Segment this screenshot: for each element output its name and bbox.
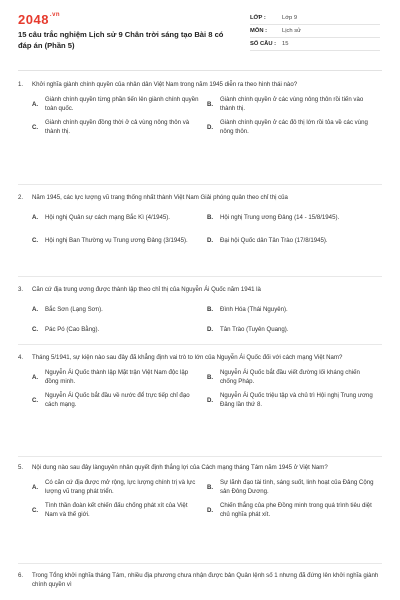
option-letter: D. (207, 325, 214, 333)
option-letter: C. (32, 236, 39, 244)
option-text: Giành chính quyền ở các vùng nông thôn rồi tiến vào thành thị. (220, 96, 364, 112)
option-b[interactable] (207, 478, 382, 496)
option-letter: B. (207, 213, 214, 221)
question-number: 4. (18, 354, 24, 361)
option-d[interactable] (207, 501, 382, 519)
meta-row-count (250, 38, 380, 51)
page-title: 15 câu trắc nghiệm Lịch sử 9 Chân trời sáng tạo Bài 8 có đáp án (Phần 5) (18, 30, 224, 50)
option-text: Hội nghị Quân sự cách mạng Bắc Kì (4/1945). (45, 213, 171, 221)
logo-main: 2048 (18, 12, 49, 27)
header-divider (18, 70, 382, 71)
option-letter: D. (207, 236, 214, 244)
option-letter: B. (207, 100, 214, 108)
option-text: Pác Pó (Cao Bằng). (45, 325, 100, 333)
option-text: Đình Hóa (Thái Nguyên). (220, 305, 288, 313)
option-a[interactable] (32, 368, 207, 386)
meta-value: Lịch sử (282, 28, 302, 34)
option-c[interactable] (32, 231, 207, 249)
option-text: Hội nghị Trung ương Đảng (14 - 15/8/1945). (220, 213, 340, 221)
question-divider (18, 184, 382, 185)
option-text: Chiến thắng của phe Đồng minh trong quá trình tiêu diệt chủ nghĩa phát xít. (220, 502, 372, 518)
question-1 (18, 80, 382, 136)
meta-value: Lớp 9 (282, 15, 298, 21)
option-b[interactable] (207, 208, 382, 226)
option-a[interactable] (32, 208, 207, 226)
meta-table (250, 12, 380, 51)
option-letter: D. (207, 506, 214, 514)
question-divider (18, 563, 382, 564)
option-c[interactable] (32, 501, 207, 519)
options-grid (32, 208, 382, 249)
question-divider (18, 456, 382, 457)
site-logo[interactable] (18, 12, 60, 27)
option-letter: B. (207, 483, 214, 491)
option-text: Đại hội Quốc dân Tân Trào (17/8/1945). (220, 236, 328, 244)
option-letter: C. (32, 396, 39, 404)
question-text: Căn cứ địa trung ương được thành lập theo chỉ thị của Nguyễn Ái Quốc năm 1941 là (32, 286, 261, 293)
question-number: 5. (18, 464, 24, 471)
question-3 (18, 285, 382, 334)
option-text: Nguyễn Ái Quốc thành lập Mặt trận Việt Nam độc lập đồng minh. (45, 369, 189, 385)
option-text: Nguyễn Ái Quốc bắt đầu viết đường lối kháng chiến chống Pháp. (220, 369, 360, 385)
question-6 (18, 571, 382, 589)
option-letter: D. (207, 123, 214, 131)
options-grid (32, 368, 382, 409)
option-c[interactable] (32, 118, 207, 136)
question-text: Khởi nghĩa giành chính quyền của nhân dân Việt Nam trong năm 1945 diễn ra theo hình thái nào? (32, 81, 298, 88)
meta-key: MÔN : (250, 28, 268, 34)
option-text: Sự lãnh đạo tài tình, sáng suốt, linh hoạt của Đảng Cộng sản Đông Dương. (220, 479, 374, 495)
option-letter: C. (32, 123, 39, 131)
meta-value: 15 (282, 41, 289, 47)
option-text: Nguyễn Ái Quốc bắt đầu về nước để trực tiếp chỉ đạo cách mạng. (45, 392, 190, 408)
option-d[interactable] (207, 231, 382, 249)
option-text: Giành chính quyền từng phần tiến lên giành chính quyền toàn quốc. (45, 96, 199, 112)
option-b[interactable] (207, 304, 382, 314)
option-a[interactable] (32, 95, 207, 113)
option-b[interactable] (207, 368, 382, 386)
option-text: Tình thần đoàn kết chiến đấu chống phát xít của Việt Nam và thế giới. (45, 502, 188, 518)
logo-suffix: .vn (49, 12, 61, 18)
option-d[interactable] (207, 118, 382, 136)
meta-key: SỐ CÂU : (250, 41, 277, 47)
question-4 (18, 353, 382, 409)
question-5 (18, 463, 382, 519)
question-divider (18, 276, 382, 277)
question-text: Tháng 5/1941, sự kiện nào sau đây đã khẳng định vai trò to lớn của Nguyễn Ái Quốc đối với cách mạng Việt Nam? (32, 354, 343, 361)
options-grid (32, 478, 382, 519)
meta-row-subject (250, 25, 380, 38)
option-letter: C. (32, 325, 39, 333)
question-text: Trong Tổng khởi nghĩa tháng Tám, nhiều địa phương chưa nhận được bản Quân lệnh số 1 nhưng đã đứng lên khởi nghĩa giành chính quyền vì (32, 572, 379, 588)
option-letter: B. (207, 373, 214, 381)
option-a[interactable] (32, 304, 207, 314)
option-letter: D. (207, 396, 214, 404)
page-header (0, 0, 400, 62)
option-text: Giành chính quyền ở các đô thị lớn rồi tỏa về các vùng nông thôn. (220, 119, 368, 135)
option-letter: A. (32, 373, 39, 381)
option-letter: A. (32, 213, 39, 221)
option-d[interactable] (207, 324, 382, 334)
option-c[interactable] (32, 324, 207, 334)
question-number: 1. (18, 81, 24, 88)
option-text: Nguyễn Ái Quốc triệu tập và chủ trì Hội nghị Trung ương Đảng lần thứ 8. (220, 392, 373, 408)
meta-key: LỚP : (250, 15, 266, 21)
option-text: Bắc Sơn (Lạng Sơn). (45, 305, 103, 313)
question-2 (18, 193, 382, 249)
options-grid (32, 304, 382, 334)
meta-row-grade (250, 12, 380, 25)
option-letter: A. (32, 483, 39, 491)
question-number: 2. (18, 194, 24, 201)
option-text: Tân Trào (Tuyên Quang). (220, 325, 289, 333)
question-number: 6. (18, 572, 24, 579)
option-d[interactable] (207, 391, 382, 409)
option-letter: A. (32, 100, 39, 108)
question-divider (18, 344, 382, 345)
option-letter: B. (207, 305, 214, 313)
option-letter: A. (32, 305, 39, 313)
option-a[interactable] (32, 478, 207, 496)
question-number: 3. (18, 286, 24, 293)
option-text: Giành chính quyền đồng thời ở cả vùng nông thôn và thành thị. (45, 119, 190, 135)
option-c[interactable] (32, 391, 207, 409)
option-text: Có căn cứ địa được mở rộng, lực lượng chính trị và lực lượng vũ trang phát triển. (45, 479, 196, 495)
options-grid (32, 95, 382, 136)
option-text: Hội nghị Ban Thường vụ Trung ương Đảng (3/1945). (45, 236, 188, 244)
question-text: Năm 1945, các lực lượng vũ trang thống nhất thành Việt Nam Giải phóng quân theo chỉ thị của (32, 194, 288, 201)
option-b[interactable] (207, 95, 382, 113)
option-letter: C. (32, 506, 39, 514)
question-text: Nội dung nào sau đây lànguyên nhân quyết định thắng lợi của Cách mạng tháng Tám năm 1945 ở Việt Nam? (32, 464, 328, 471)
